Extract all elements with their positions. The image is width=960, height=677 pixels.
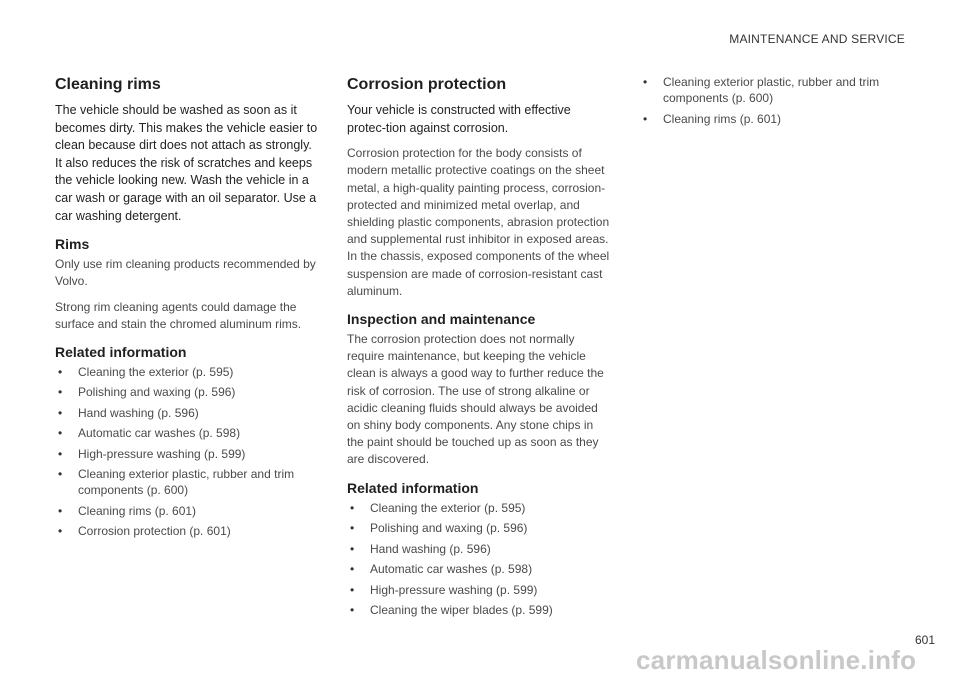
related-link[interactable]: • Automatic car washes (p. 598) <box>347 561 613 577</box>
column-cleaning-rims <box>55 74 321 544</box>
section-title-corrosion-protection: Corrosion protection <box>347 76 507 93</box>
intro-paragraph: The vehicle should be washed as soon as it becomes dirty. This makes the vehicle easier to clean because dirt does not attach as strongly. It also reduces the risk of scratches and keeps the vehicle looking new. Wash the vehicle in a car wash or garage with an oil separator. Use a car washing detergent. <box>55 103 318 223</box>
column-corrosion-protection <box>347 74 613 623</box>
related-link[interactable]: • Cleaning rims (p. 601) <box>55 503 321 519</box>
inspection-paragraph: The corrosion protection does not normally require maintenance, but keeping the vehicle clean is always a good way to further reduce the risk of corrosion. The use of strong alkaline or acidic cleaning fluids should always be avoided on shiny body components. Any stone chips in the paint should be touched up as soon as they are discovered. <box>347 332 604 467</box>
section-title-cleaning-rims: Cleaning rims <box>55 76 161 93</box>
body-paragraph: Corrosion protection for the body consists of modern metallic protective coatings on the sheet metal, a high-quality painting process, corrosion-protected and minimized metal overlap, and shielding plastic components, abrasion protection and supplemental rust inhibitor in exposed areas. In the chassis, exposed components of the wheel suspension are made of corrosion-resistant cast aluminum. <box>347 146 610 298</box>
related-list <box>55 364 321 540</box>
related-link[interactable]: • Corrosion protection (p. 601) <box>55 523 321 539</box>
subheading-related-information: Related information <box>347 479 479 496</box>
rims-paragraph-1: Only use rim cleaning products recommended by Volvo. <box>55 257 316 289</box>
related-link[interactable]: • Cleaning rims (p. 601) <box>640 111 906 127</box>
related-link[interactable]: • Cleaning the exterior (p. 595) <box>55 364 321 380</box>
related-link[interactable]: • High-pressure washing (p. 599) <box>55 446 321 462</box>
related-list <box>347 500 613 619</box>
subheading-related-information: Related information <box>55 343 187 360</box>
related-link[interactable]: • Polishing and waxing (p. 596) <box>55 384 321 400</box>
related-link[interactable]: • Hand washing (p. 596) <box>55 405 321 421</box>
watermark: carmanualsonline.info <box>636 645 917 675</box>
related-link[interactable]: • Cleaning the wiper blades (p. 599) <box>347 602 613 618</box>
subheading-rims: Rims <box>55 236 90 253</box>
rims-paragraph-2: Strong rim cleaning agents could damage the surface and stain the chromed aluminum rims. <box>55 299 302 331</box>
related-list-continued <box>640 74 906 127</box>
subheading-inspection-maintenance: Inspection and maintenance <box>347 311 536 328</box>
related-link[interactable]: • Polishing and waxing (p. 596) <box>347 520 613 536</box>
related-link[interactable]: • Hand washing (p. 596) <box>347 541 613 557</box>
intro-paragraph: Your vehicle is constructed with effective protec-tion against corrosion. <box>347 103 571 135</box>
related-link[interactable]: • Automatic car washes (p. 598) <box>55 425 321 441</box>
running-header: MAINTENANCE AND SERVICE <box>729 32 905 46</box>
related-link[interactable]: • Cleaning the exterior (p. 595) <box>347 500 613 516</box>
related-link[interactable]: • High-pressure washing (p. 599) <box>347 582 613 598</box>
column-related-continued <box>640 74 906 131</box>
related-link[interactable]: • Cleaning exterior plastic, rubber and trim components (p. 600) <box>640 74 906 106</box>
related-link[interactable]: • Cleaning exterior plastic, rubber and trim components (p. 600) <box>55 466 321 498</box>
page-number: 601 <box>914 633 935 647</box>
